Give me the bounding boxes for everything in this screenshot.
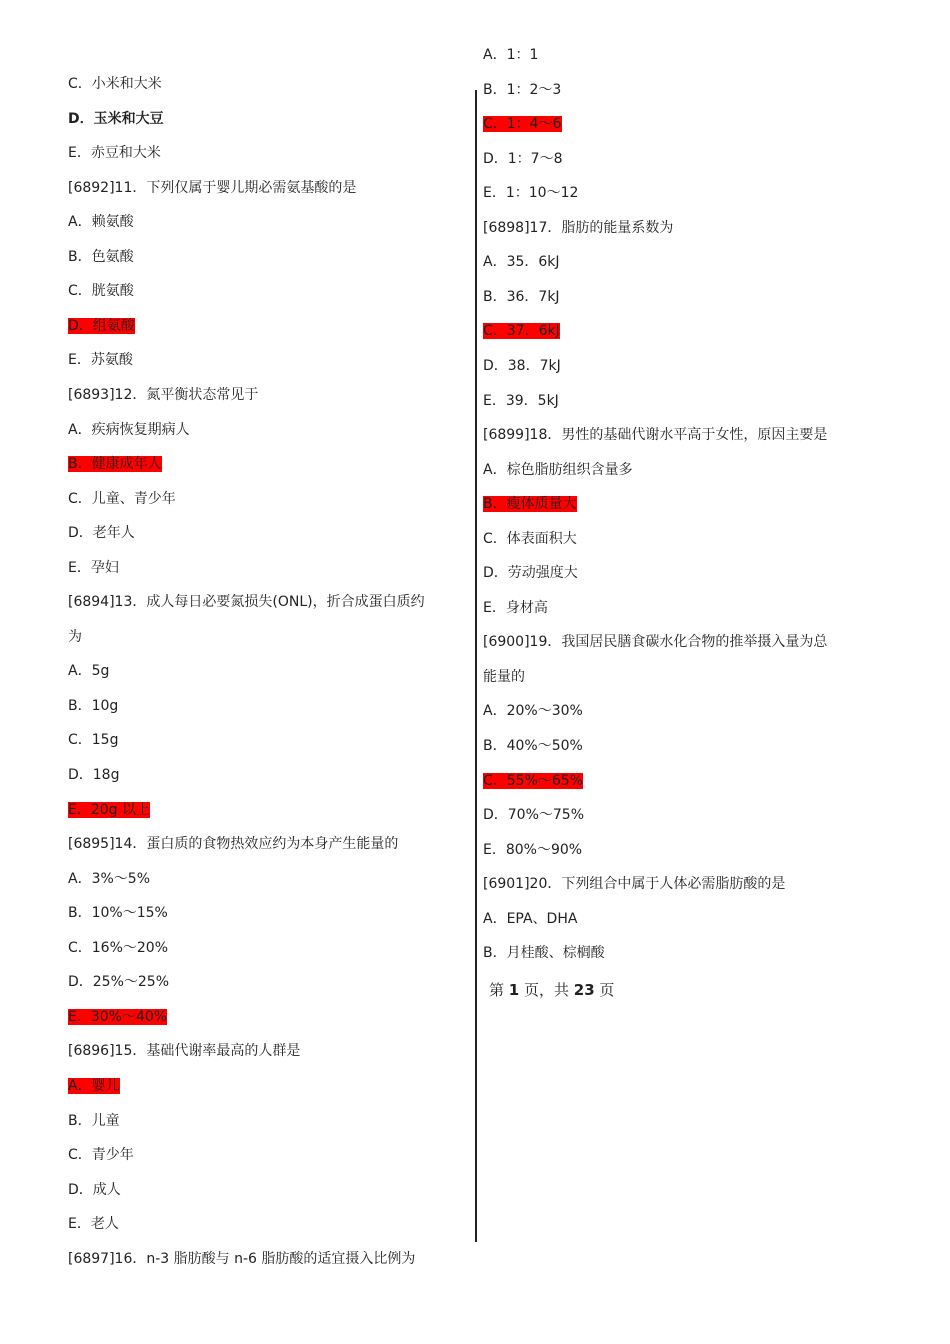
text-line — [483, 598, 548, 618]
text-line — [483, 356, 561, 376]
line-text: B．儿童 — [68, 1113, 120, 1129]
line-text: B．36．7kJ — [483, 289, 560, 305]
text-line — [483, 183, 578, 203]
line-text: 能量的 — [483, 669, 525, 685]
line-text: B．10g — [68, 698, 119, 714]
text-line — [68, 1249, 415, 1269]
text-line — [68, 1111, 120, 1131]
answer-option-line — [483, 771, 583, 791]
line-text: E．39．5kJ — [483, 393, 559, 409]
line-text: A．5g — [68, 663, 110, 679]
text-line — [483, 563, 578, 583]
text-line — [483, 632, 827, 652]
text-line — [68, 627, 82, 647]
line-text: B．月桂酸、棕榈酸 — [483, 945, 605, 961]
text-line — [483, 218, 673, 238]
text-line — [483, 425, 827, 445]
text-line — [68, 109, 164, 129]
text-line — [68, 212, 134, 232]
line-text: [6897]16．n-3 脂肪酸与 n-6 脂肪酸的适宜摄入比例为 — [68, 1251, 416, 1267]
line-text: A．20%～30% — [483, 703, 583, 719]
text-line — [483, 909, 577, 929]
answer-option-line — [483, 321, 560, 341]
answer-option-line — [68, 800, 150, 820]
text-line — [68, 834, 398, 854]
text-line — [483, 460, 633, 480]
line-text: E．老人 — [68, 1216, 119, 1232]
line-text: B．1：2～3 — [483, 82, 562, 98]
line-text: D．18g — [68, 767, 120, 783]
line-text: D．劳动强度大 — [483, 565, 578, 581]
text-line — [68, 489, 176, 509]
line-text: C．青少年 — [68, 1147, 134, 1163]
text-line — [68, 1145, 134, 1165]
column-divider — [475, 90, 477, 1242]
answer-option-line — [483, 494, 577, 514]
line-text: C．胱氨酸 — [68, 283, 134, 299]
highlighted-answer: D．组氨酸 — [68, 318, 135, 334]
line-text: D．38．7kJ — [483, 358, 561, 374]
text-line — [68, 178, 356, 198]
line-text: E．赤豆和大米 — [68, 145, 161, 161]
line-text: [6899]18．男性的基础代谢水平高于女性，原因主要是 — [483, 427, 828, 443]
line-text: E．身材高 — [483, 600, 548, 616]
text-line — [68, 350, 133, 370]
text-line — [68, 1180, 121, 1200]
text-line — [68, 385, 258, 405]
total-pages-number: 23 — [573, 981, 595, 999]
text-line — [68, 281, 134, 301]
text-line — [68, 558, 119, 578]
text-line — [68, 661, 109, 681]
line-text: A．35．6kJ — [483, 254, 560, 270]
line-text: C．16%～20% — [68, 940, 169, 956]
line-text: [6894]13．成人每日必要氮损失(ONL)，折合成蛋白质约 — [68, 594, 425, 610]
text-line — [68, 696, 118, 716]
line-text: [6900]19．我国居民膳食碳水化合物的推举摄入量为总 — [483, 634, 828, 650]
text-line — [483, 45, 538, 65]
footer-suffix: 页 — [594, 981, 615, 999]
text-line — [68, 765, 119, 785]
line-text: [6896]15．基础代谢率最高的人群是 — [68, 1043, 301, 1059]
line-text: C．儿童、青少年 — [68, 491, 176, 507]
text-line — [68, 592, 425, 612]
line-text: [6901]20．下列组合中属于人体必需脂肪酸的是 — [483, 876, 786, 892]
line-text: A．EPA、DHA — [483, 911, 578, 927]
line-text: [6895]14．蛋白质的食物热效应约为本身产生能量的 — [68, 836, 399, 852]
footer-prefix: 第 — [489, 981, 509, 999]
text-line — [68, 523, 135, 543]
footer-middle: 页，共 — [519, 981, 574, 999]
highlighted-answer: C．55%～65% — [483, 773, 584, 789]
line-text: 为 — [68, 629, 82, 645]
line-text: E．苏氨酸 — [68, 352, 133, 368]
highlighted-answer: A．婴儿 — [68, 1078, 120, 1094]
highlighted-answer: B．瘦体质量大 — [483, 496, 577, 512]
line-text: A．3%～5% — [68, 871, 150, 887]
highlighted-answer: E．20g 以上 — [68, 802, 150, 818]
text-line — [68, 730, 118, 750]
text-line — [483, 736, 583, 756]
text-line — [68, 972, 169, 992]
text-line — [68, 1041, 300, 1061]
line-text: C．15g — [68, 732, 119, 748]
answer-option-line — [68, 1076, 120, 1096]
highlighted-answer: C．37．6kJ — [483, 323, 560, 339]
line-text: B．40%～50% — [483, 738, 583, 754]
text-line — [68, 903, 168, 923]
text-line — [483, 805, 584, 825]
answer-option-line — [68, 316, 135, 336]
line-text: C．体表面积大 — [483, 531, 577, 547]
line-text: B．色氨酸 — [68, 249, 134, 265]
text-line — [483, 149, 563, 169]
line-text: B．10%～15% — [68, 905, 168, 921]
line-text: E．孕妇 — [68, 560, 119, 576]
text-line — [483, 840, 582, 860]
text-line — [483, 252, 560, 272]
answer-option-line — [68, 1007, 167, 1027]
line-text: D．玉米和大豆 — [68, 111, 164, 127]
line-text: [6898]17．脂肪的能量系数为 — [483, 220, 674, 236]
page-footer — [489, 979, 614, 1001]
answer-option-line — [483, 114, 562, 134]
text-line — [483, 701, 583, 721]
text-line — [483, 943, 605, 963]
text-line — [483, 529, 577, 549]
text-line — [483, 874, 785, 894]
line-text: D．成人 — [68, 1182, 121, 1198]
text-line — [483, 667, 525, 687]
highlighted-answer: C．1：4～6 — [483, 116, 562, 132]
line-text: [6892]11．下列仅属于婴儿期必需氨基酸的是 — [68, 180, 357, 196]
line-text: D．25%～25% — [68, 974, 170, 990]
line-text: A．疾病恢复期病人 — [68, 422, 190, 438]
text-line — [68, 1214, 119, 1234]
line-text: D．70%～75% — [483, 807, 585, 823]
highlighted-answer: B．健康成年人 — [68, 456, 162, 472]
text-line — [68, 420, 190, 440]
line-text: A．棕色脂肪组织含量多 — [483, 462, 633, 478]
line-text: E．80%～90% — [483, 842, 583, 858]
text-line — [483, 80, 561, 100]
line-text: E．1：10～12 — [483, 185, 579, 201]
line-text: C．小米和大米 — [68, 76, 162, 92]
answer-option-line — [68, 454, 162, 474]
line-text: A．赖氨酸 — [68, 214, 134, 230]
line-text: D．1：7～8 — [483, 151, 563, 167]
line-text: [6893]12．氮平衡状态常见于 — [68, 387, 259, 403]
line-text: D．老年人 — [68, 525, 135, 541]
highlighted-answer: E．30%～40% — [68, 1009, 168, 1025]
text-line — [68, 869, 150, 889]
text-line — [68, 938, 168, 958]
text-line — [68, 143, 161, 163]
current-page-number: 1 — [508, 981, 520, 999]
text-line — [68, 247, 134, 267]
line-text: A．1：1 — [483, 47, 539, 63]
text-line — [483, 391, 559, 411]
text-line — [68, 74, 162, 94]
text-line — [483, 287, 560, 307]
